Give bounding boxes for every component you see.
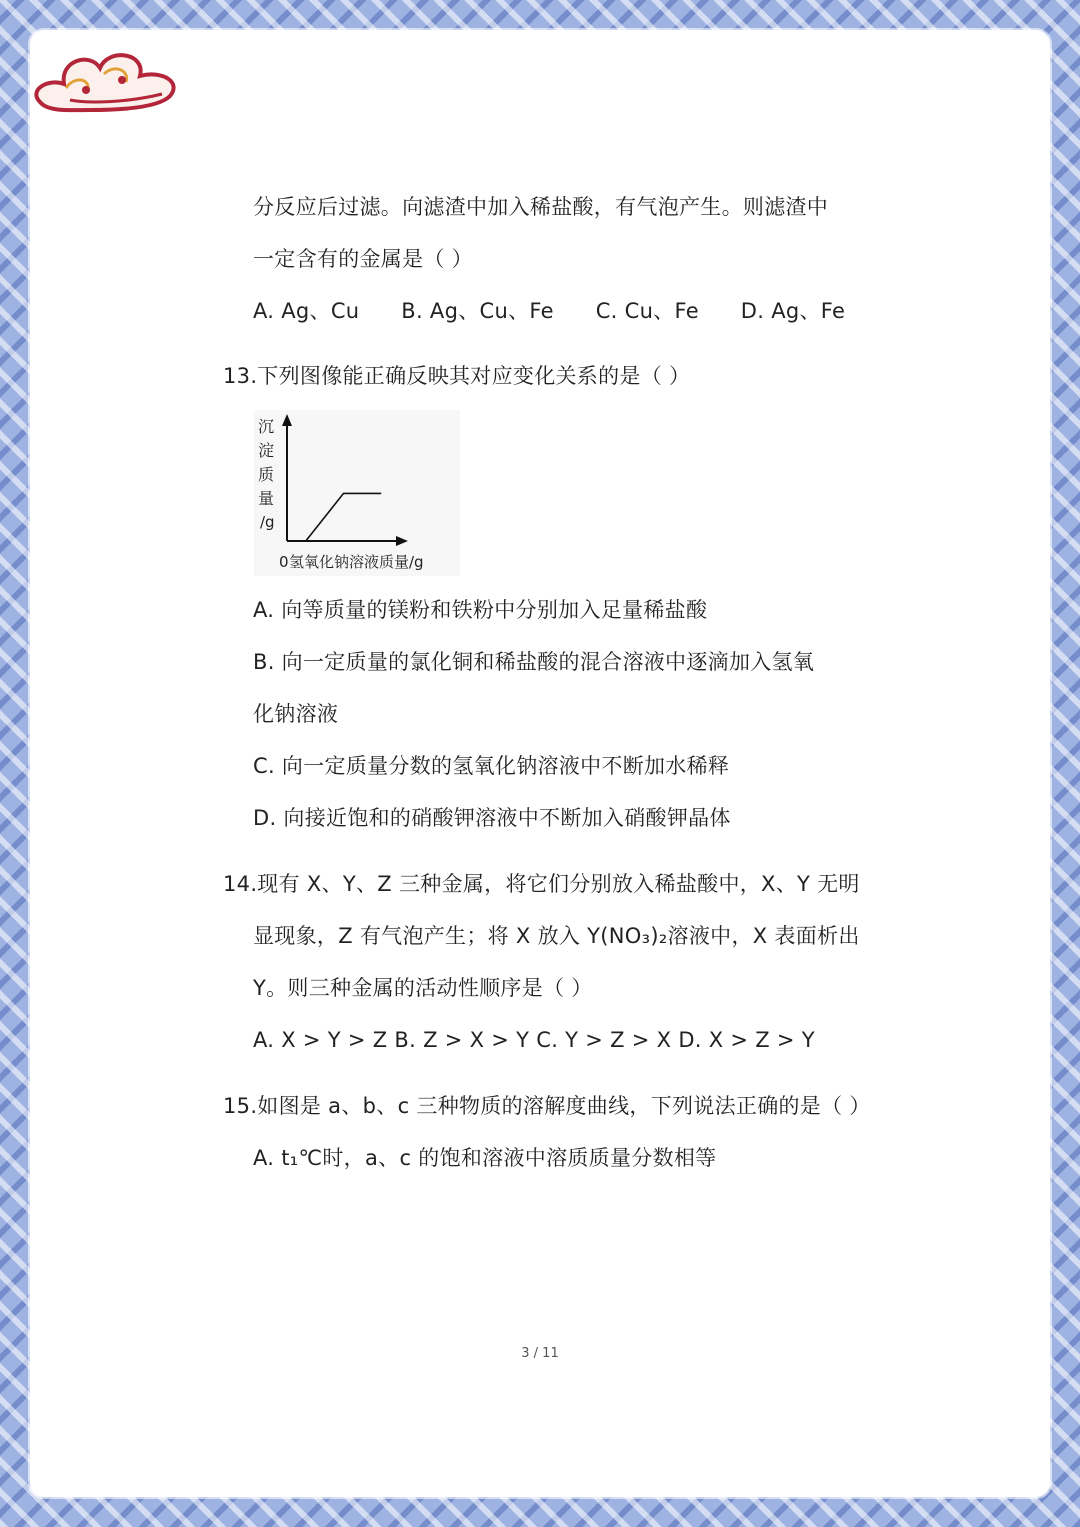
question-14-line: 显现象，Z 有气泡产生；将 X 放入 Y(NO₃)₂溶液中，X 表面析出 [253,924,860,948]
y-label-char: 淀 [258,441,275,460]
option-b: B. 向一定质量的氯化铜和稀盐酸的混合溶液中逐滴加入氢氧 [253,650,815,674]
question-14-stem: 14.现有 X、Y、Z 三种金属，将它们分别放入稀盐酸中，X、Y 无明 [223,872,860,896]
x-axis-arrow [396,536,408,546]
y-label-char: 量 [258,489,275,508]
option-c: C. 向一定质量分数的氢氧化钠溶液中不断加水稀释 [253,754,730,778]
option-a: A. 向等质量的镁粉和铁粉中分别加入足量稀盐酸 [253,598,708,622]
question-15-option-a: A. t₁℃时，a、c 的饱和溶液中溶质质量分数相等 [253,1146,717,1170]
paragraph-line: 分反应后过滤。向滤渣中加入稀盐酸，有气泡产生。则滤渣中 [253,195,829,219]
document-page [30,30,1050,1497]
x-axis-label: 氢氧化钠溶液质量/g [289,553,424,571]
answer-options: A. Ag、Cu B. Ag、Cu、Fe C. Cu、Fe D. Ag、Fe [253,299,846,323]
question-13-stem: 13.下列图像能正确反映其对应变化关系的是（ ） [223,364,691,388]
y-label-char: /g [260,513,275,531]
y-axis-arrow [282,414,292,426]
precipitate-graph [254,410,460,576]
question-15-stem: 15.如图是 a、b、c 三种物质的溶解度曲线，下列说法正确的是（ ） [223,1094,871,1118]
option-b-continued: 化钠溶液 [253,702,339,726]
paragraph-line: 一定含有的金属是（ ） [253,247,473,271]
option-d: D. 向接近饱和的硝酸钾溶液中不断加入硝酸钾晶体 [253,806,731,830]
question-14-options: A. X > Y > Z B. Z > X > Y C. Y > Z > X D. X > Z > Y [253,1028,815,1052]
page-content [30,30,1050,1497]
data-line [306,493,381,541]
origin-label: 0 [279,553,289,571]
question-14-line: Y。则三种金属的活动性顺序是（ ） [253,976,593,1000]
y-label-char: 质 [258,465,275,484]
y-label-char: 沉 [258,417,275,436]
page-number: 3 / 11 [521,1346,559,1361]
